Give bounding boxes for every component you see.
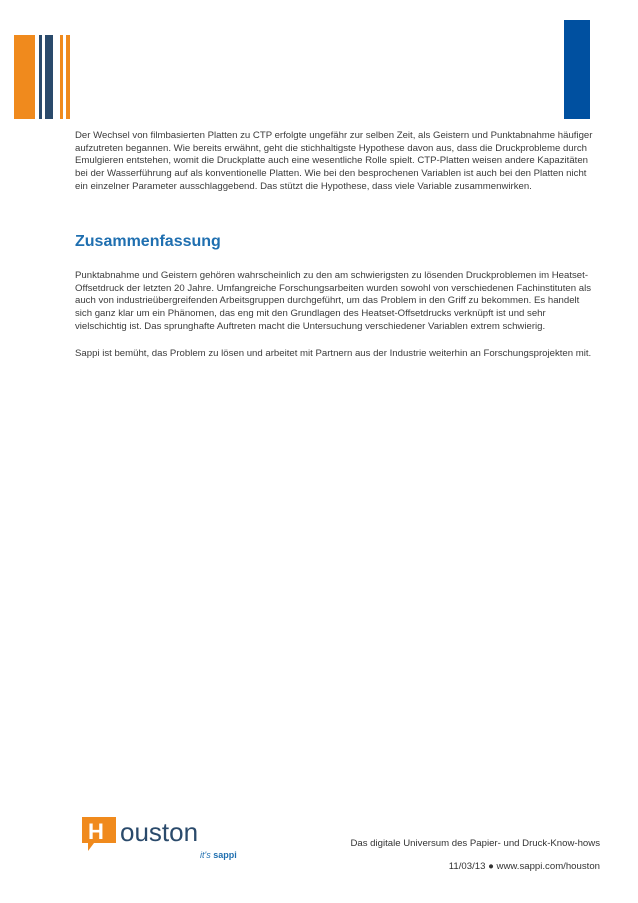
logo-text: ouston <box>120 817 199 847</box>
body-paragraph-3: Sappi ist bemüht, das Problem zu lösen und arbeitet mit Partnern aus der Industrie weiterhin an Forschungsprojekten mit. <box>75 348 592 359</box>
logo-tagline <box>200 850 237 860</box>
footer-title: Das digitale Universum des Papier- und Druck-Know-hows <box>350 838 600 849</box>
logo-letter: H <box>88 819 104 844</box>
navy-bar <box>45 35 53 119</box>
tagline-brand: sappi <box>213 850 237 860</box>
body-paragraph-2: Punktabnahme und Geistern gehören wahrscheinlich zu den am schwierigsten zu lösenden Druckproblemen im Heatset-Offsetdruck der letzten 20 Jahre. Umfangreiche Forschungsarbeiten wurden sowohl von verschiedenen Fachinstituten als auch von industrieübergreifenden Arbeitsgruppen durchgeführt, um das Problem in den Griff zu bekommen. Es handelt sich ganz klar um ein Phänomen, das eng mit den Grundlagen des Heatset-Offsetdrucks verknüpft ist und sehr vielschichtig ist. Das sprunghafte Auftreten macht die Untersuchung verschiedener Variablen extrem schwierig. <box>75 270 592 332</box>
orange-bar-thin <box>60 35 63 119</box>
navy-bar-thin <box>39 35 42 119</box>
orange-bar-thin-2 <box>66 35 70 119</box>
blue-bar-right <box>564 20 590 119</box>
orange-bar-left <box>14 35 35 119</box>
body-paragraph-1: Der Wechsel von filmbasierten Platten zu CTP erfolgte ungefähr zur selben Zeit, als Geistern und Punktabnahme häufiger aufzutreten begannen. Wie bereits erwähnt, geht die stichhaltigste Hypothese davon aus, dass die Druckprobleme durch Emulgieren entstehen, womit die Druckplatte auch eine wesentliche Rolle spielt. CTP-Platten weisen andere Kapazitäten bei der Wasserführung auf als konventionelle Platten. Wie bei den besprochenen Variablen ist auch bei den Platten nicht ein einzelner Parameter ausschlaggebend. Das stützt die Hypothese, dass viele Variable zusammenwirken. <box>75 130 593 192</box>
footer-meta: 11/03/13 ● www.sappi.com/houston <box>448 861 600 872</box>
tagline-prefix: it's <box>200 850 211 860</box>
section-heading: Zusammenfassung <box>75 233 221 250</box>
